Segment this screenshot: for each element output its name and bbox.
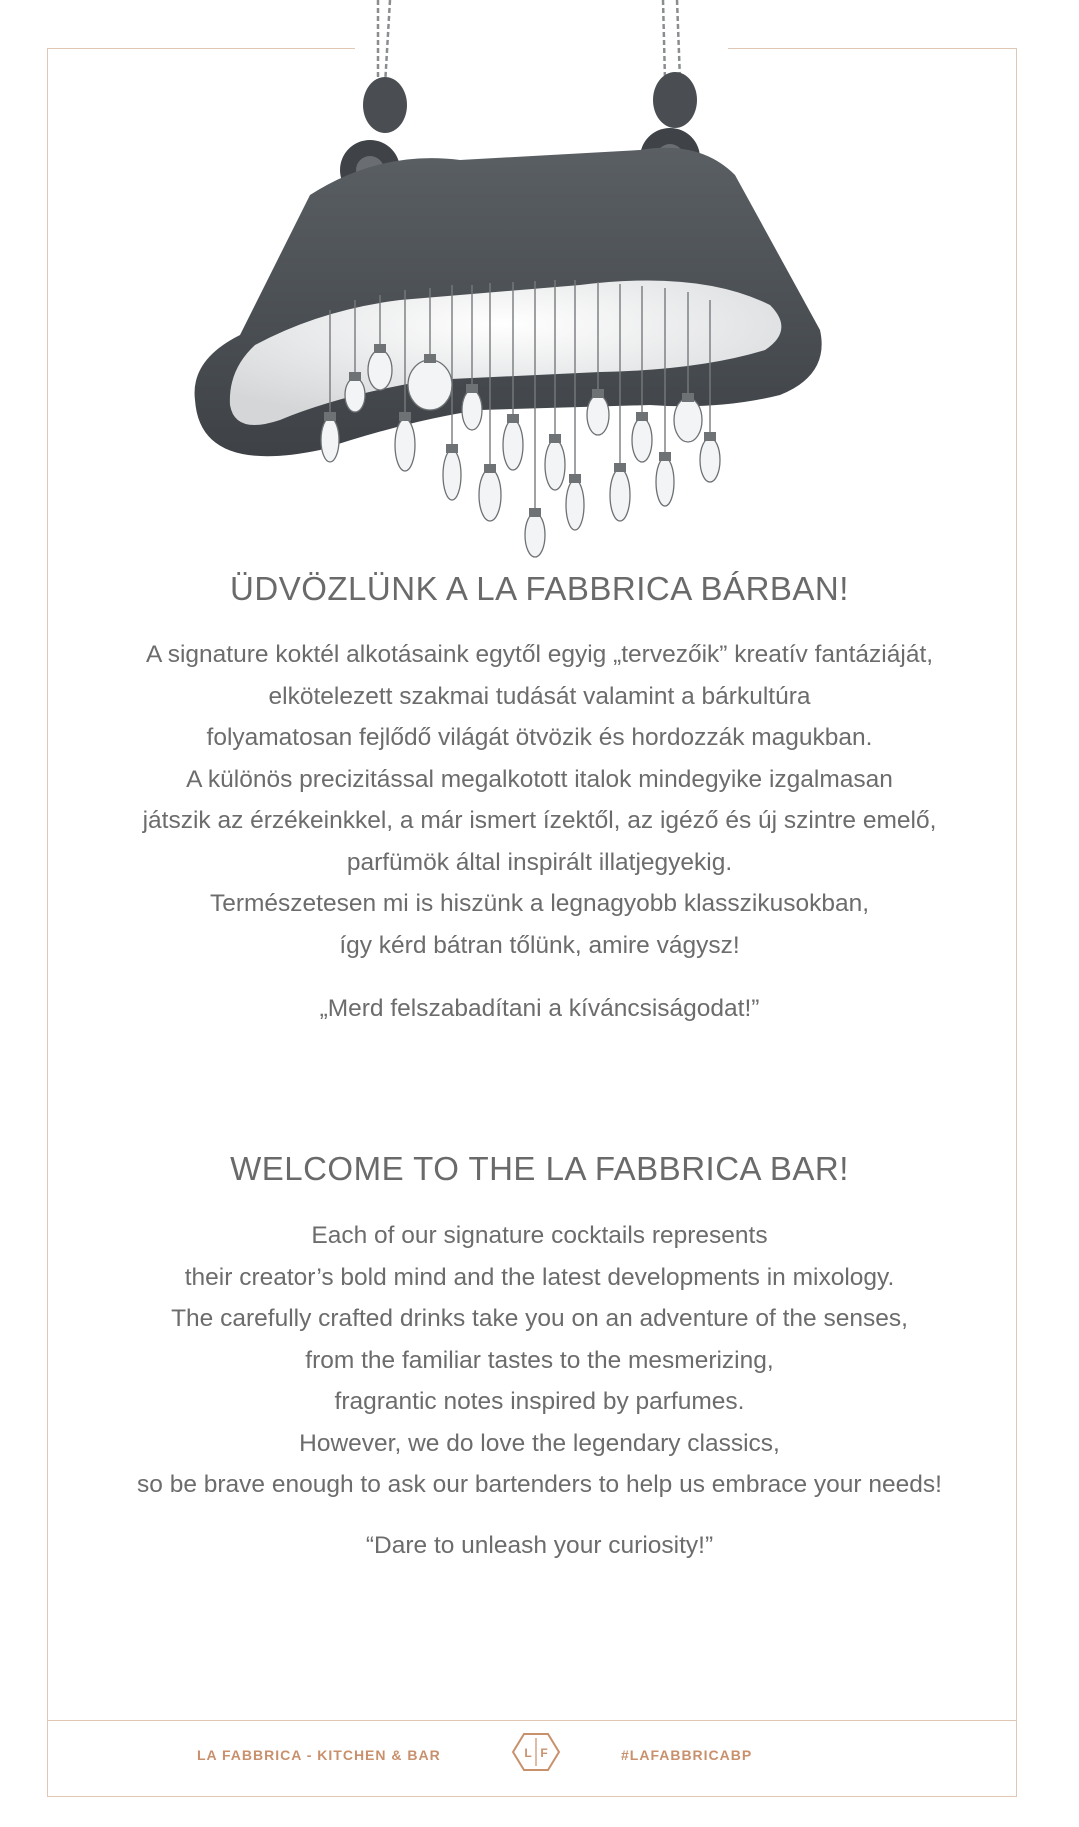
frame-footer-divider bbox=[47, 1720, 1017, 1721]
footer-brand: LA FABBRICA - KITCHEN & BAR bbox=[197, 1747, 441, 1763]
quote-english: “Dare to unleash your curiosity!” bbox=[365, 1532, 714, 1559]
intro-text-hungarian bbox=[0, 634, 1079, 966]
chandelier-illustration bbox=[180, 0, 870, 565]
heading-hungarian: ÜDVÖZLÜNK A LA FABBRICA BÁRBAN! bbox=[230, 570, 849, 607]
text-line: játszik az érzékeinkkel, a már ismert ízektől, az igéző és új szintre emelő, bbox=[142, 807, 937, 834]
text-line: Each of our signature cocktails represents bbox=[311, 1222, 768, 1249]
text-line: Természetesen mi is hiszünk a legnagyobb klasszikusokban, bbox=[209, 890, 870, 917]
text-line: A signature koktél alkotásaink egytől egyig „tervezőik” kreatív fantáziáját, bbox=[145, 641, 934, 668]
text-line: from the familiar tastes to the mesmerizing, bbox=[305, 1346, 774, 1374]
text-line: fragrantic notes inspired by parfumes. bbox=[334, 1388, 745, 1415]
text-line: so be brave enough to ask our bartenders to help us embrace your needs! bbox=[137, 1471, 942, 1498]
intro-text-english bbox=[0, 1215, 1079, 1506]
quote-hungarian: „Merd felszabadítani a kíváncsiságodat!” bbox=[319, 995, 760, 1022]
frame-bottom bbox=[47, 1796, 1017, 1797]
text-line: The carefully crafted drinks take you on an adventure of the senses, bbox=[171, 1305, 908, 1332]
logo-letter-l: L bbox=[524, 1746, 532, 1760]
logo-letter-f: F bbox=[540, 1746, 548, 1760]
text-line: A különös precizitással megalkotott italok mindegyike izgalmasan bbox=[186, 765, 893, 793]
text-line: elkötelezett szakmai tudását valamint a bárkultúra bbox=[268, 682, 811, 710]
text-line: their creator’s bold mind and the latest developments in mixology. bbox=[184, 1263, 895, 1291]
heading-english: WELCOME TO THE LA FABBRICA BAR! bbox=[230, 1150, 849, 1187]
text-line: However, we do love the legendary classics, bbox=[299, 1429, 780, 1457]
text-line: parfümök által inspirált illatjegyekig. bbox=[346, 848, 733, 876]
text-line: így kérd bátran tőlünk, amire vágysz! bbox=[339, 931, 740, 959]
footer-hashtag: #LAFABBRICABP bbox=[621, 1747, 753, 1763]
la-fabbrica-logo-icon bbox=[512, 1733, 560, 1771]
text-line: folyamatosan fejlődő világát ötvözik és hordozzák magukban. bbox=[206, 724, 873, 751]
